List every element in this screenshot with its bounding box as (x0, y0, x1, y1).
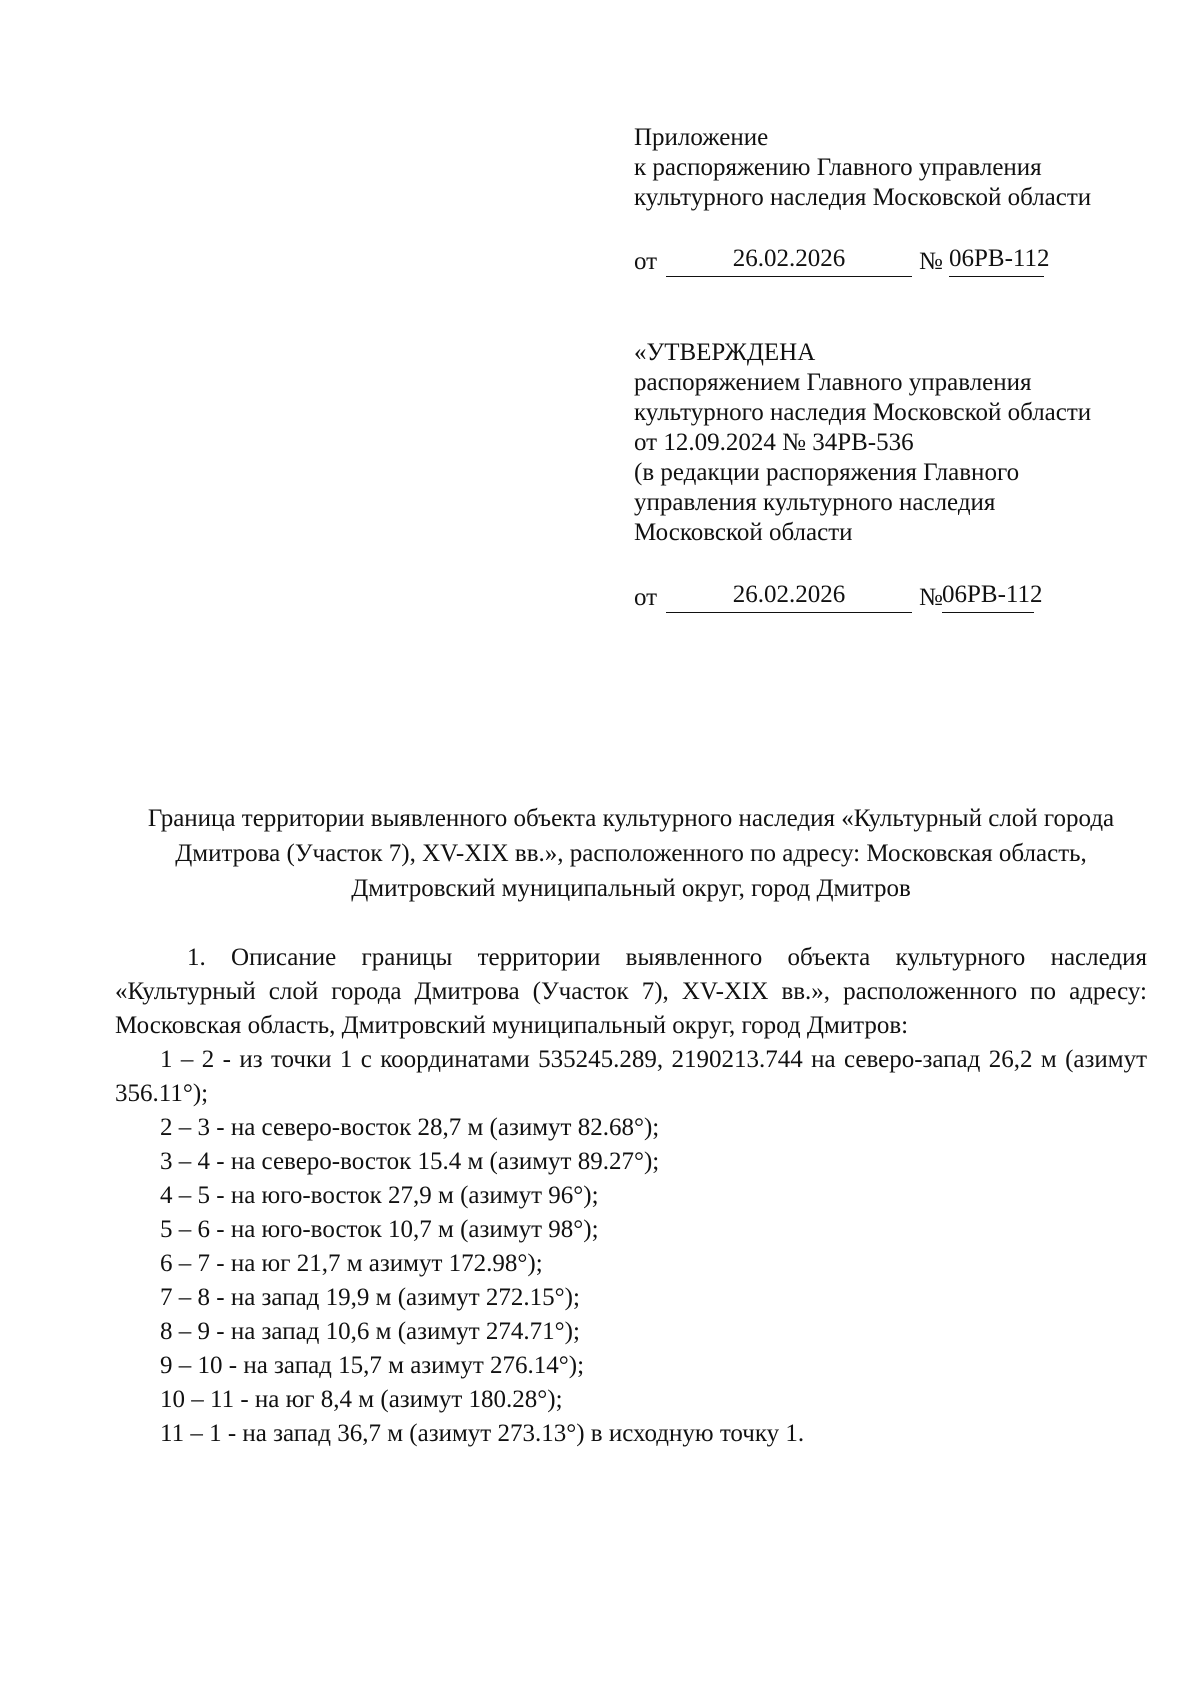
boundary-segment: 5 – 6 - на юго-восток 10,7 м (азимут 98°); (160, 1216, 599, 1243)
number-value: 06РВ-112 (949, 245, 1044, 277)
approved-date-row (634, 581, 1154, 616)
approved-line: от 12.09.2024 № 34РВ-536 (634, 429, 914, 456)
date-label: от (634, 248, 658, 275)
boundary-segment: 10 – 11 - на юг 8,4 м (азимут 180.28°); (160, 1386, 563, 1413)
date-label: от (634, 584, 658, 611)
approved-line: (в редакции распоряжения Главного (634, 459, 1020, 486)
appendix-line: Приложение (634, 124, 769, 151)
approved-line: распоряжением Главного управления (634, 369, 1032, 396)
boundary-segment: 8 – 9 - на запад 10,6 м (азимут 274.71°); (160, 1318, 580, 1345)
boundary-segment: 7 – 8 - на запад 19,9 м (азимут 272.15°); (160, 1284, 580, 1311)
date-value: 26.02.2026 (666, 245, 912, 277)
number-value: 06РВ-112 (942, 581, 1034, 613)
boundary-segment: 9 – 10 - на запад 15,7 м азимут 276.14°); (160, 1352, 585, 1379)
approved-line: культурного наследия Московской области (634, 399, 1092, 426)
boundary-segment: 2 – 3 - на северо-восток 28,7 м (азимут 82.68°); (160, 1114, 660, 1141)
approved-line: «УТВЕРЖДЕНА (634, 339, 816, 366)
appendix-line: к распоряжению Главного управления (634, 154, 1042, 181)
number-label: № (919, 584, 943, 611)
boundary-segment: 3 – 4 - на северо-восток 15.4 м (азимут 89.27°); (160, 1148, 660, 1175)
description-intro: 1. Описание границы территории выявленного объекта культурного наследия «Культурный слой города Дмитрова (Участок 7), XV-XIX вв.», расположенного по адресу: Московская область, Дмитровский муниципальный округ, город Дмитров: (115, 944, 1147, 1039)
approved-block (634, 338, 1154, 548)
approved-line: управления культурного наследия (634, 489, 996, 516)
appendix-header (634, 123, 1154, 213)
appendix-line: культурного наследия Московской области (634, 184, 1092, 211)
number-label: № (919, 248, 943, 275)
boundary-segment: 4 – 5 - на юго-восток 27,9 м (азимут 96°); (160, 1182, 599, 1209)
boundary-segment: 1 – 2 - из точки 1 с координатами 535245.289, 2190213.744 на северо-запад 26,2 м (азимут 356.11°); (115, 1046, 1147, 1107)
boundary-segment: 11 – 1 - на запад 36,7 м (азимут 273.13°) в исходную точку 1. (160, 1420, 805, 1447)
boundary-segment: 6 – 7 - на юг 21,7 м азимут 172.98°); (160, 1250, 543, 1277)
document-title: Граница территории выявленного объекта культурного наследия «Культурный слой города Дмитрова (Участок 7), XV-XIX вв.», расположенного по адресу: Московская область, Дмитровский муниципальный округ, город Дмитров (147, 805, 1115, 902)
boundary-description (115, 941, 1147, 1451)
date-value: 26.02.2026 (666, 581, 912, 613)
appendix-date-row (634, 245, 1154, 280)
approved-line: Московской области (634, 519, 853, 546)
